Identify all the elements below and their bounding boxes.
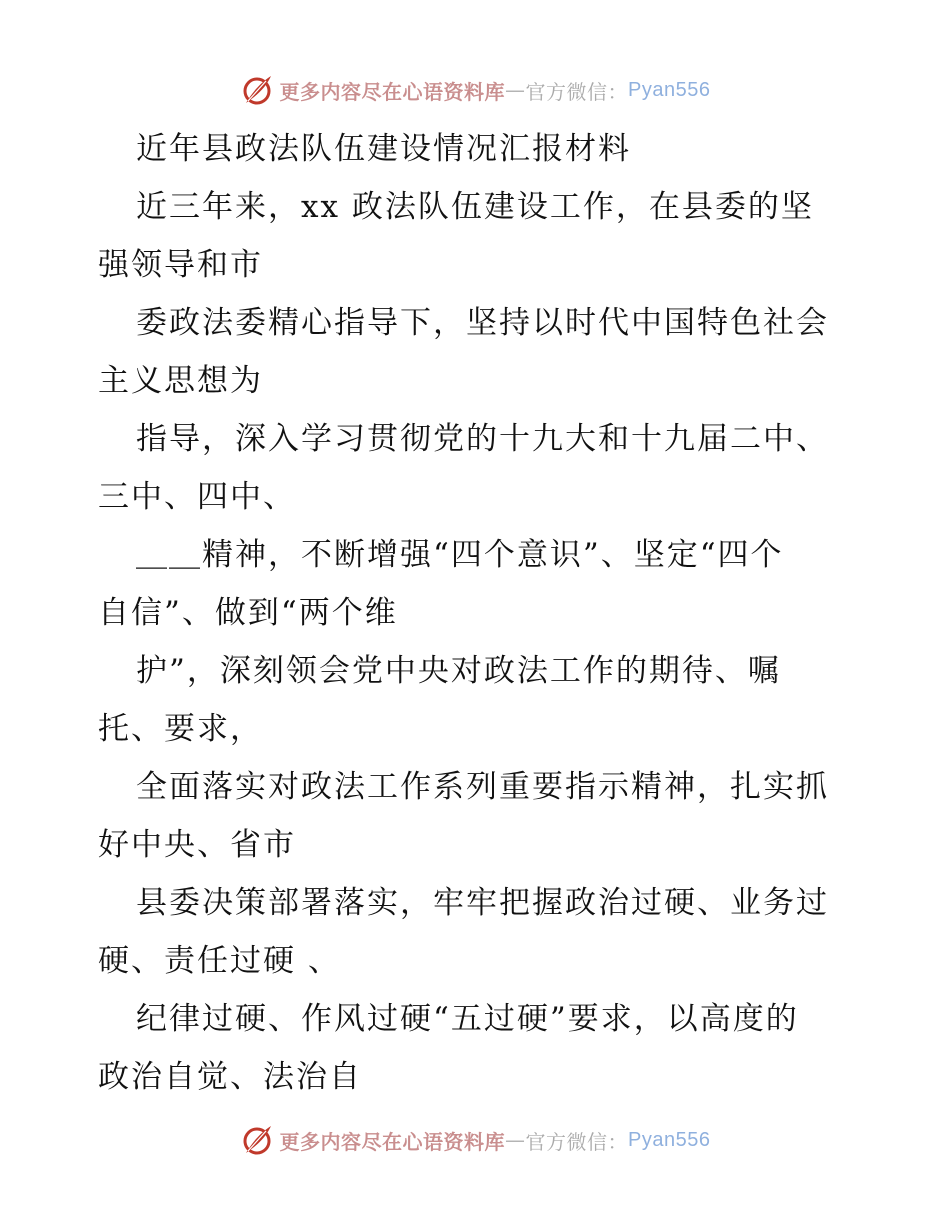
watermark-separator: — [505,1128,526,1152]
paragraph [98,874,858,990]
watermark-main-text: 更多内容尽在心语资料库 [279,1129,506,1154]
watermark-separator: — [505,78,526,102]
feather-pen-logo-icon [240,1123,274,1157]
paragraph [98,294,858,410]
paragraph-line: 指导，深入学习贯彻党的十九大和十九届二中、 [136,421,829,457]
paragraph-line: 主义思想为 [98,363,263,399]
document-body [98,120,858,1106]
paragraph-line: 好中央、省市 [98,827,296,863]
header-watermark [0,70,950,110]
paragraph-line: 硬、责任过硬 、 [98,943,341,979]
watermark-label: 官方微信： [525,1129,629,1154]
paragraph [98,758,858,874]
paragraph-line: 强领导和市 [98,247,263,283]
footer-watermark [0,1120,950,1160]
document-title: 近年县政法队伍建设情况汇报材料 [136,131,631,167]
paragraph [98,990,858,1106]
paragraph-line: 全面落实对政法工作系列重要指示精神，扎实抓 [136,769,829,805]
watermark-account: Pyan556 [628,78,711,101]
paragraph-line: 自信”、做到“两个维 [98,595,398,631]
paragraph-line: 委政法委精心指导下，坚持以时代中国特色社会 [136,305,829,341]
paragraph [98,642,858,758]
paragraph-line: 近三年来，xx 政法队伍建设工作，在县委的坚 [136,189,814,225]
paragraph-line: 政治自觉、法治自 [98,1059,362,1095]
watermark-text [280,76,711,105]
paragraph-line: 托、要求， [98,711,263,747]
paragraph [98,410,858,526]
paragraph-line: ＿＿精神，不断增强“四个意识”、坚定“四个 [136,537,784,573]
watermark-text [280,1126,711,1155]
paragraph-line: 护”，深刻领会党中央对政法工作的期待、嘱 [136,653,781,689]
watermark-main-text: 更多内容尽在心语资料库 [279,79,506,104]
paragraph-line: 纪律过硬、作风过硬“五过硬”要求，以高度的 [136,1001,799,1037]
paragraph-line: 县委决策部署落实，牢牢把握政治过硬、业务过 [136,885,829,921]
paragraph [98,178,858,294]
feather-pen-logo-icon [240,73,274,107]
paragraph [98,526,858,642]
paragraph-line: 三中、四中、 [98,479,296,515]
watermark-account: Pyan556 [628,1128,711,1151]
watermark-label: 官方微信： [525,79,629,104]
